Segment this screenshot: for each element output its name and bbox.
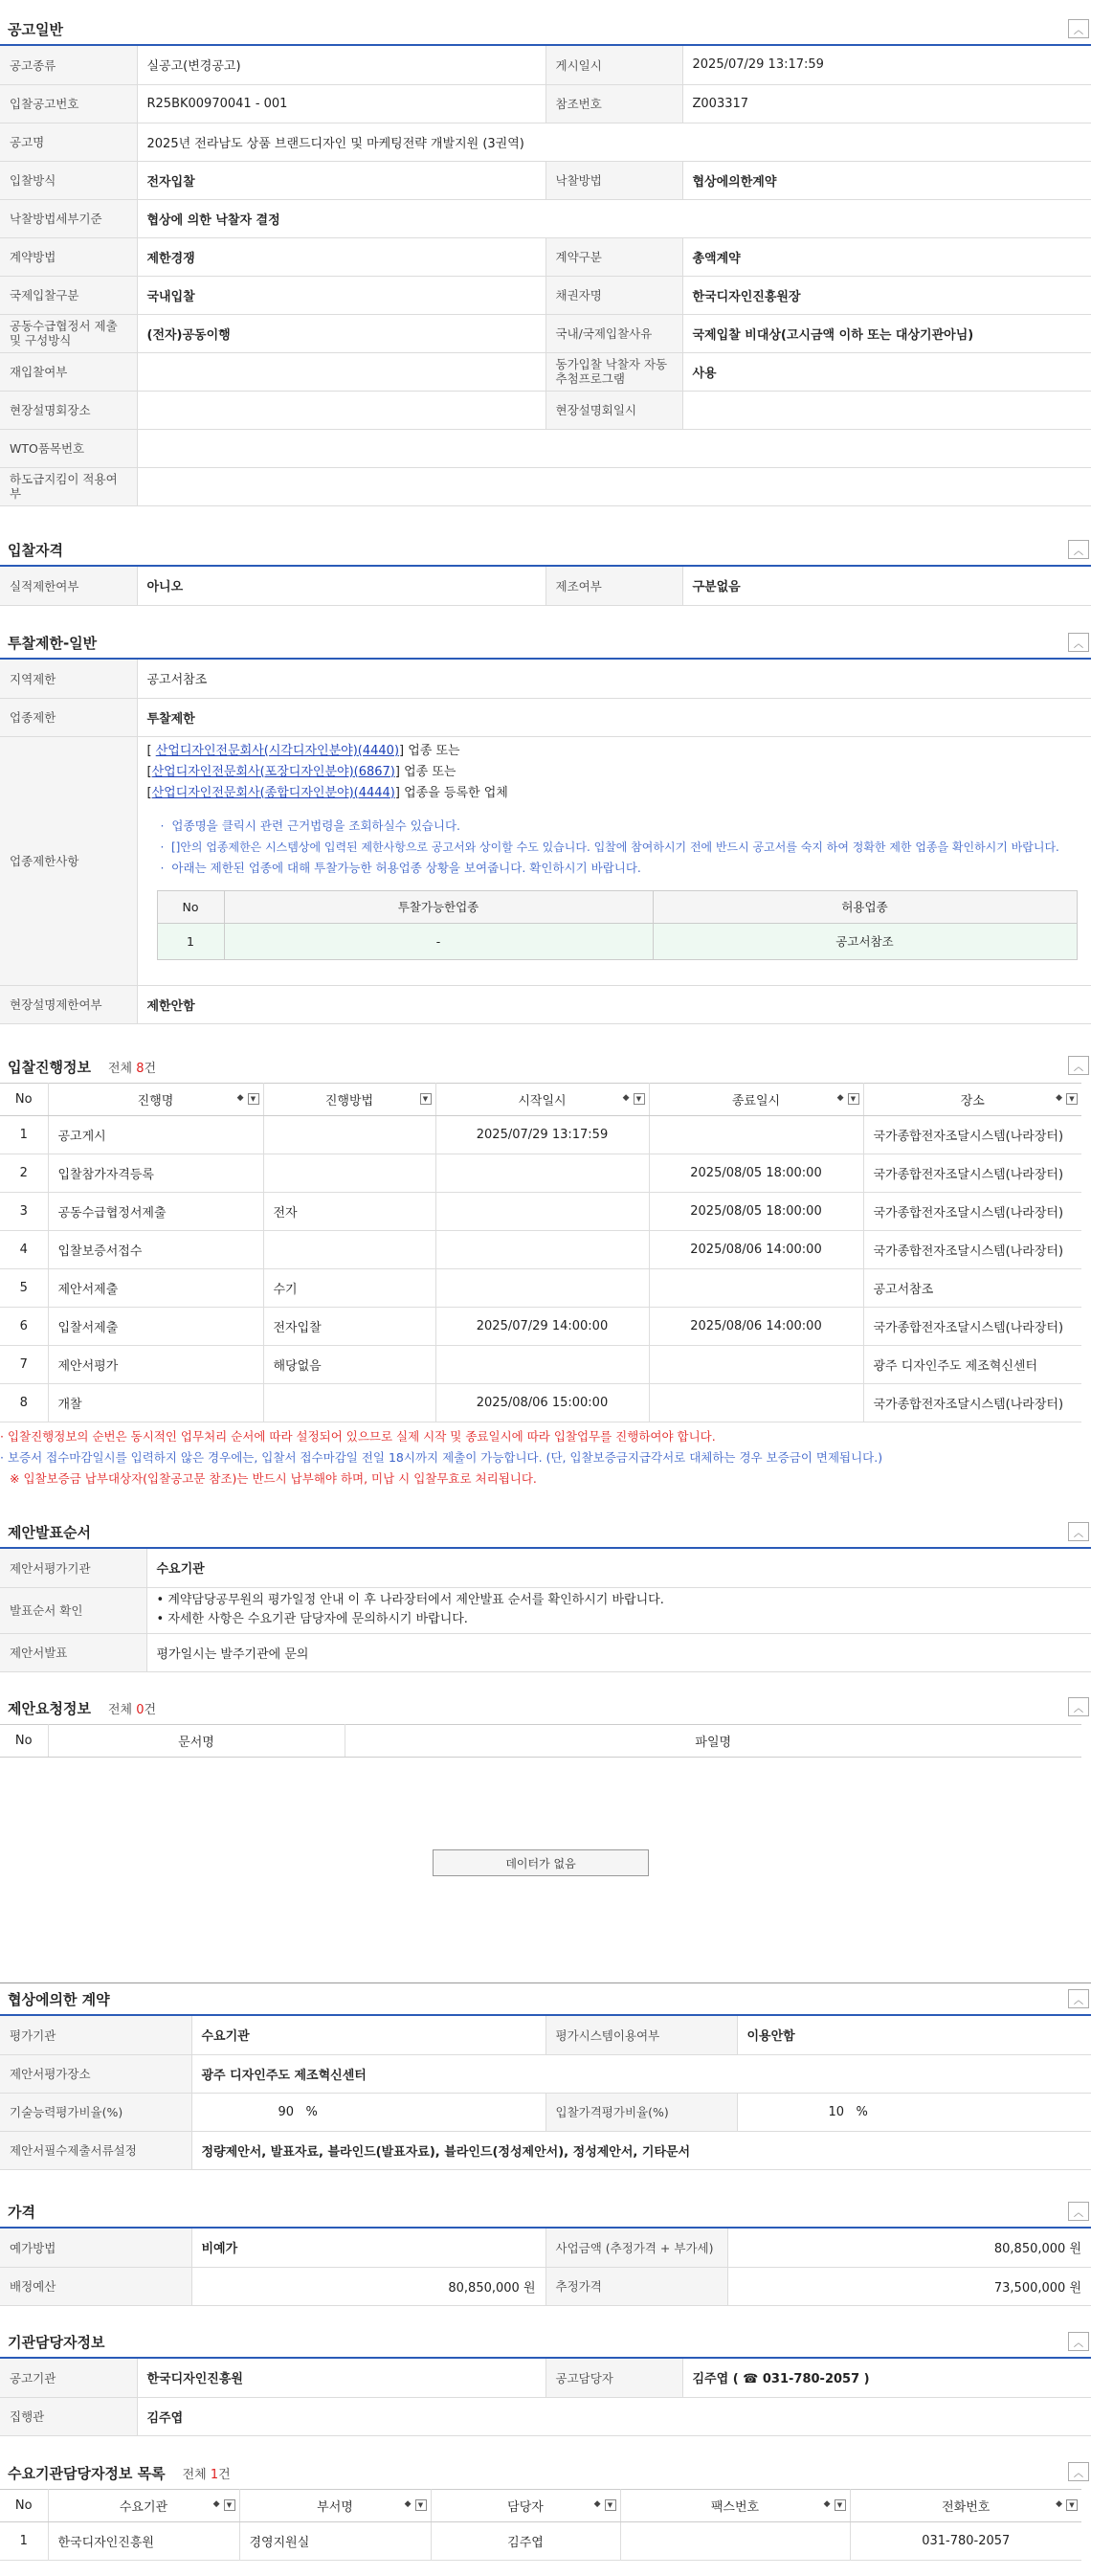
- cell: 2025/07/29 14:00:00: [435, 1308, 649, 1346]
- value-intl-bid: 국내입찰: [137, 276, 545, 314]
- header-label: 부서명: [317, 2500, 353, 2515]
- label-presentation: 제안서발표: [0, 1633, 146, 1671]
- col-available: 투찰가능한업종: [224, 890, 653, 923]
- label-eval-system: 평가시스템이용여부: [545, 2016, 737, 2054]
- col-fax[interactable]: [620, 2490, 850, 2522]
- cell: 2025/08/05 18:00:00: [649, 1193, 863, 1231]
- label-creditor: 채권자명: [545, 276, 682, 314]
- sort-icon[interactable]: ◆: [1056, 2499, 1062, 2509]
- industry-suffix: ] 업종을 등록한 업체: [394, 785, 508, 800]
- cell: 8: [0, 1384, 48, 1422]
- cell: 전자입찰: [263, 1308, 435, 1346]
- section-restriction: [0, 627, 1091, 1024]
- section-title: 입찰진행정보: [8, 1058, 91, 1076]
- chevron-up-icon[interactable]: ︿: [1068, 1697, 1089, 1716]
- col-allowed: 허용업종: [653, 890, 1077, 923]
- cell: 제안서제출: [48, 1269, 263, 1308]
- cell: [435, 1231, 649, 1269]
- pct: %: [305, 2104, 318, 2119]
- note-text: []안의 업종제한은 시스템상에 입력된 제한사항으로 공고서와 상이할 수도 있습니다. 입찰에 참여하시기 전에 반드시 공고서를 숙지 하여 정확한 제한 업종을 확인하시기 바랍니다.: [170, 840, 1059, 854]
- industry-link-package[interactable]: 산업디자인전문회사(포장디자인분야)(6867): [151, 764, 395, 779]
- num: 10: [828, 2104, 845, 2119]
- value-eval-system: 이용안함: [737, 2016, 1091, 2054]
- chevron-up-icon[interactable]: ︿: [1068, 19, 1089, 38]
- value-presentation: 평가일시는 발주기관에 문의: [146, 1633, 1091, 1671]
- count: 0: [136, 1702, 145, 1717]
- value-notice-name: 2025년 전라남도 상품 브랜드디자인 및 마케팅전략 개발지원 (3권역): [137, 123, 1091, 161]
- progress-notes: [0, 1422, 1091, 1490]
- filter-icon[interactable]: ▼: [248, 1093, 259, 1105]
- unit: 건: [144, 1702, 157, 1717]
- cell: 7: [0, 1346, 48, 1384]
- cell-fax: [620, 2522, 850, 2561]
- cell: [435, 1346, 649, 1384]
- cell: 1: [157, 923, 224, 959]
- note-text: 아래는 제한된 업종에 대해 투찰가능한 허용업종 상황을 보여줍니다. 확인하시기 바랍니다.: [171, 860, 641, 875]
- section-title: 가격: [8, 2203, 35, 2221]
- nego-table: [0, 2016, 1091, 2170]
- label-post-date: 게시일시: [545, 46, 682, 84]
- industry-notes: [147, 816, 1082, 879]
- section-title: 수요기관담당자정보 목록: [8, 2464, 166, 2482]
- cell: 개찰: [48, 1384, 263, 1422]
- header-label: 종료일시: [731, 1094, 781, 1109]
- chevron-up-icon[interactable]: ︿: [1068, 633, 1089, 652]
- value-tech-ratio: [191, 2093, 545, 2131]
- chevron-up-icon[interactable]: ︿: [1068, 2462, 1089, 2481]
- value-price-method: 비예가: [191, 2229, 545, 2267]
- cell: 2025/07/29 13:17:59: [435, 1116, 649, 1154]
- cell: 2025/08/05 18:00:00: [649, 1154, 863, 1193]
- label-bid-method: 입찰방식: [0, 161, 137, 199]
- note-blue: · 보증서 접수마감일시를 입력하지 않은 경우에는, 입찰서 접수마감일 전일 18시까지 제출이 가능합니다. (단, 입찰보증금지급각서로 대체하는 경우 보증금이 면제됩니다.): [0, 1450, 883, 1465]
- cell: 공고서참조: [653, 923, 1077, 959]
- value-award-detail: 협상에 의한 낙찰자 결정: [137, 199, 1091, 237]
- note-item: · 아래는 제한된 업종에 대해 투찰가능한 허용업종 상황을 보여줍니다. 확인하시기 바랍니다.: [160, 860, 641, 875]
- section-header: [0, 1983, 1091, 2016]
- label-industry: 업종제한: [0, 698, 137, 736]
- label-performance: 실적제한여부: [0, 567, 137, 605]
- value-performance: 아니오: [137, 567, 545, 605]
- section-header: [0, 1516, 1091, 1549]
- bracket: [: [146, 764, 152, 779]
- label-manager: 공고담당자: [545, 2359, 682, 2397]
- cell: [649, 1269, 863, 1308]
- table-row: [157, 923, 1077, 959]
- value-eval-org: 수요기관: [146, 1549, 1091, 1587]
- section-header: [0, 534, 1091, 567]
- label-site-limit: 현장설명제한여부: [0, 985, 137, 1023]
- label-notice-org: 공고기관: [0, 2359, 137, 2397]
- label-executor: 집행관: [0, 2397, 137, 2435]
- header-label: 장소: [960, 1094, 985, 1109]
- progress-table: [0, 1083, 1081, 1422]
- section-header: [0, 627, 1091, 660]
- label-manufacture: 제조여부: [545, 567, 682, 605]
- value-wto: [137, 429, 1091, 467]
- price-table: [0, 2229, 1091, 2306]
- cell: 5: [0, 1269, 48, 1308]
- qualification-table: [0, 567, 1091, 606]
- label-intl-reason: 국내/국제입찰사유: [545, 314, 682, 352]
- cell: 2: [0, 1154, 48, 1193]
- label-notice-type: 공고종류: [0, 46, 137, 84]
- total-count: [183, 2464, 231, 2482]
- col-filename: 파일명: [345, 1725, 1081, 1758]
- label-joint-supply: 공동수급협정서 제출 및 구성방식: [0, 314, 137, 352]
- value-order-check: • 계약담당공무원의 평가일정 안내 이 후 나라장터에서 제안발표 순서를 확인하시기 바랍니다. • 자세한 사항은 수요기관 담당자에 문의하시기 바랍니다.: [146, 1587, 1091, 1633]
- header-label: 팩스번호: [710, 2500, 760, 2515]
- header-label: 시작일시: [518, 1094, 567, 1109]
- cell: 국가종합전자조달시스템(나라장터): [863, 1154, 1081, 1193]
- header-label: 담당자: [507, 2500, 544, 2515]
- value-industry: 투찰제한: [137, 698, 1091, 736]
- filter-icon[interactable]: ▼: [415, 2499, 427, 2511]
- label-award-method: 낙찰방법: [545, 161, 682, 199]
- label-tech-ratio: 기술능력평가비율(%): [0, 2093, 191, 2131]
- sort-icon[interactable]: ◆: [404, 2499, 412, 2509]
- filter-icon[interactable]: ▼: [420, 1093, 432, 1105]
- filter-icon[interactable]: ▼: [605, 2499, 616, 2511]
- section-title: 제안요청정보: [8, 1699, 91, 1717]
- filter-icon[interactable]: ▼: [848, 1093, 859, 1105]
- general-table: [0, 46, 1091, 506]
- value-eval-org: 수요기관: [191, 2016, 545, 2054]
- note-red: · 입찰진행정보의 순번은 동시적인 업무처리 순서에 따라 설정되어 있으므로 실제 시작 및 종료일시에 따라 입찰업무를 진행하여야 합니다.: [0, 1429, 716, 1444]
- label-subcontract: 하도급지킴이 적용여부: [0, 467, 137, 505]
- label-site-date: 현장설명회일시: [545, 391, 682, 429]
- cell: 공고서참조: [863, 1269, 1081, 1308]
- section-proposal-req: [0, 1691, 1091, 1983]
- cell-phone: 031-780-2057: [850, 2522, 1081, 2561]
- cell: 전자: [263, 1193, 435, 1231]
- cell-no: 1: [0, 2522, 48, 2561]
- col-place[interactable]: [863, 1084, 1081, 1116]
- label-industry-detail: 업종제한사항: [0, 736, 137, 985]
- value-site-place: [137, 391, 545, 429]
- value-manager: 김주엽 ( ☎ 031-780-2057 ): [682, 2359, 1091, 2397]
- label-award-detail: 낙찰방법세부기준: [0, 199, 137, 237]
- note-red: ※ 입찰보증금 납부대상자(입찰공고문 참조)는 반드시 납부해야 하며, 미납 시 입찰무효로 처리됩니다.: [10, 1471, 537, 1486]
- value-region: 공고서참조: [137, 660, 1091, 698]
- sort-icon[interactable]: ◆: [1056, 1093, 1062, 1103]
- chevron-up-icon[interactable]: ︿: [1068, 1989, 1089, 2008]
- value-contract-method: 제한경쟁: [137, 237, 545, 276]
- label-eval-org: 제안서평가기관: [0, 1549, 146, 1587]
- header-label: 수요기관: [119, 2500, 168, 2515]
- label-site-place: 현장설명회장소: [0, 391, 137, 429]
- value-manufacture: 구분없음: [682, 567, 1091, 605]
- sort-icon[interactable]: ◆: [622, 1093, 630, 1103]
- cell-org: 한국디자인진흥원: [48, 2522, 239, 2561]
- cell: 광주 디자인주도 제조혁신센터: [863, 1346, 1081, 1384]
- section-header: [0, 1691, 1091, 1724]
- demand-contact-table: [0, 2489, 1081, 2561]
- empty-area: [0, 1758, 1091, 1983]
- value-notice-org: 한국디자인진흥원: [137, 2359, 545, 2397]
- value-post-date: 2025/07/29 13:17:59: [682, 46, 1091, 84]
- section-title: 투찰제한-일반: [8, 634, 98, 652]
- value-bid-no: R25BK00970041 - 001: [137, 84, 545, 123]
- label-price-ratio: 입찰가격평가비율(%): [545, 2093, 737, 2131]
- total-count: [108, 1058, 156, 1076]
- value-intl-reason: 국제입찰 비대상(고시금액 이하 또는 대상기관아님): [682, 314, 1091, 352]
- cell: [263, 1116, 435, 1154]
- col-method[interactable]: [263, 1084, 435, 1116]
- value-subcontract: [137, 467, 1091, 505]
- cell: [435, 1269, 649, 1308]
- total-count: [108, 1699, 156, 1717]
- cell: [263, 1154, 435, 1193]
- industry-link-general[interactable]: 산업디자인전문회사(종합디자인분야)(4444): [151, 785, 395, 800]
- value-price-ratio: [737, 2093, 1091, 2131]
- industry-line: [147, 783, 1082, 804]
- table-row: [0, 1154, 1081, 1193]
- cell: 1: [0, 1116, 48, 1154]
- table-row: [0, 1269, 1081, 1308]
- header-label: 진행명: [137, 1094, 174, 1109]
- sort-icon[interactable]: ◆: [836, 1093, 844, 1103]
- label-budget: 배정예산: [0, 2267, 191, 2305]
- industry-link-visual[interactable]: 산업디자인전문회사(시각디자인분야)(4440): [155, 743, 400, 758]
- value-award-method: 협상에의한계약: [682, 161, 1091, 199]
- label-contract-method: 계약방법: [0, 237, 137, 276]
- sort-icon[interactable]: ◆: [593, 2499, 601, 2509]
- value-project-amount: 80,850,000 원: [727, 2229, 1091, 2267]
- cell: 3: [0, 1193, 48, 1231]
- industry-suffix: ] 업종 또는: [399, 743, 460, 758]
- allowed-industry-table: [157, 890, 1078, 960]
- col-no: No: [0, 2490, 48, 2522]
- filter-icon[interactable]: ▼: [1066, 1093, 1078, 1105]
- cell: 6: [0, 1308, 48, 1346]
- label-ref-no: 참조번호: [545, 84, 682, 123]
- total-label: 전체: [182, 2467, 207, 2482]
- unit: 건: [144, 1061, 157, 1076]
- section-contact: [0, 2326, 1091, 2436]
- cell: 4: [0, 1231, 48, 1269]
- value-bid-method: 전자입찰: [137, 161, 545, 199]
- col-end[interactable]: [649, 1084, 863, 1116]
- cell: 입찰보증서접수: [48, 1231, 263, 1269]
- industry-detail: [137, 736, 1091, 985]
- header-label: 전화번호: [942, 2500, 991, 2515]
- note-item: · 업종명을 클릭시 관련 근거법령을 조회하실수 있습니다.: [160, 818, 460, 833]
- table-row: [0, 1384, 1081, 1422]
- label-notice-name: 공고명: [0, 123, 137, 161]
- cell: 국가종합전자조달시스템(나라장터): [863, 1193, 1081, 1231]
- cell: 제안서평가: [48, 1346, 263, 1384]
- cell: [649, 1346, 863, 1384]
- label-auto-lottery: 동가입찰 낙찰자 자동추첨프로그램: [545, 352, 682, 391]
- cell: 2025/08/06 15:00:00: [435, 1384, 649, 1422]
- section-general: [0, 13, 1091, 506]
- industry-suffix: ] 업종 또는: [394, 764, 456, 779]
- restriction-table: [0, 660, 1091, 1024]
- table-row: [0, 2522, 1081, 2561]
- chevron-up-icon[interactable]: ︿: [1068, 1056, 1089, 1075]
- cell: 공고게시: [48, 1116, 263, 1154]
- section-header: [0, 2456, 1091, 2489]
- note-item: · []안의 업종제한은 시스템상에 입력된 제한사항으로 공고서와 상이할 수도 있습니다. 입찰에 참여하시기 전에 반드시 공고서를 숙지 하여 정확한 제한 업종을 확인하시기 바랍니다.: [160, 840, 1059, 854]
- section-progress: [0, 1050, 1091, 1490]
- num: 90: [278, 2104, 295, 2119]
- chevron-up-icon[interactable]: ︿: [1068, 2332, 1089, 2351]
- label-project-amount: 사업금액 (추정가격 + 부가세): [545, 2229, 727, 2267]
- total-label: 전체: [107, 1702, 133, 1717]
- section-nego: [0, 1983, 1091, 2170]
- cell: 2025/08/06 14:00:00: [649, 1308, 863, 1346]
- total-label: 전체: [107, 1061, 133, 1076]
- col-org[interactable]: [48, 2490, 239, 2522]
- value-contract-type: 총액계약: [682, 237, 1091, 276]
- section-title: 기관담당자정보: [8, 2333, 105, 2351]
- label-eval-place: 제안서평가장소: [0, 2054, 191, 2093]
- pct: %: [856, 2104, 868, 2119]
- cell: 공동수급협정서제출: [48, 1193, 263, 1231]
- cell: 국가종합전자조달시스템(나라장터): [863, 1231, 1081, 1269]
- value-eval-place: 광주 디자인주도 제조혁신센터: [191, 2054, 1091, 2093]
- table-row: [0, 1308, 1081, 1346]
- col-start[interactable]: [435, 1084, 649, 1116]
- section-header: [0, 13, 1091, 46]
- empty-message: 데이터가 없음: [433, 1849, 649, 1876]
- value-notice-type: 실공고(변경공고): [137, 46, 545, 84]
- chevron-up-icon[interactable]: ︿: [1068, 1522, 1089, 1541]
- section-price: [0, 2196, 1091, 2306]
- section-header: [0, 2196, 1091, 2229]
- cell-person: 김주엽: [431, 2522, 620, 2561]
- cell: 입찰서제출: [48, 1308, 263, 1346]
- sort-icon[interactable]: ◆: [236, 1093, 244, 1103]
- sort-icon[interactable]: ◆: [212, 2499, 220, 2509]
- label-order-check: 발표순서 확인: [0, 1587, 146, 1633]
- cell: 국가종합전자조달시스템(나라장터): [863, 1308, 1081, 1346]
- cell: 국가종합전자조달시스템(나라장터): [863, 1384, 1081, 1422]
- cell: [649, 1116, 863, 1154]
- value-site-limit: 제한안함: [137, 985, 1091, 1023]
- filter-icon[interactable]: ▼: [634, 1093, 645, 1105]
- contact-table: [0, 2359, 1091, 2436]
- value-ref-no: Z003317: [682, 84, 1091, 123]
- chevron-up-icon[interactable]: ︿: [1068, 540, 1089, 559]
- value-creditor: 한국디자인진흥원장: [682, 276, 1091, 314]
- count: 1: [210, 2467, 219, 2482]
- cell: [263, 1384, 435, 1422]
- section-pres-order: [0, 1516, 1091, 1672]
- label-estimate: 추정가격: [545, 2267, 727, 2305]
- line: 자세한 사항은 수요기관 담당자에 문의하시기 바랍니다.: [167, 1612, 468, 1626]
- unit: 건: [218, 2467, 231, 2482]
- table-row: [0, 1231, 1081, 1269]
- industry-line: [147, 741, 1082, 762]
- bracket: [: [146, 743, 152, 758]
- bracket: [: [146, 785, 152, 800]
- section-title: 제안발표순서: [8, 1523, 91, 1541]
- col-step[interactable]: [48, 1084, 263, 1116]
- col-person[interactable]: [431, 2490, 620, 2522]
- filter-icon[interactable]: ▼: [835, 2499, 846, 2511]
- note-text: 업종명을 클릭시 관련 근거법령을 조회하실수 있습니다.: [171, 818, 460, 833]
- filter-icon[interactable]: ▼: [1066, 2499, 1078, 2511]
- chevron-up-icon[interactable]: ︿: [1068, 2202, 1089, 2221]
- filter-icon[interactable]: ▼: [224, 2499, 235, 2511]
- cell: [263, 1231, 435, 1269]
- value-required-docs: 정량제안서, 발표자료, 블라인드(발표자료), 블라인드(정성제안서), 정성제안서, 기타문서: [191, 2131, 1091, 2169]
- col-dept[interactable]: [239, 2490, 431, 2522]
- proposal-table: [0, 1724, 1081, 1758]
- cell: 국가종합전자조달시스템(나라장터): [863, 1116, 1081, 1154]
- label-price-method: 예가방법: [0, 2229, 191, 2267]
- label-eval-org: 평가기관: [0, 2016, 191, 2054]
- section-title: 입찰자격: [8, 541, 63, 559]
- cell: [435, 1154, 649, 1193]
- cell: [649, 1384, 863, 1422]
- cell: 2025/08/06 14:00:00: [649, 1231, 863, 1269]
- header-label: 진행방법: [324, 1094, 374, 1109]
- label-required-docs: 제안서필수제출서류설정: [0, 2131, 191, 2169]
- cell: 수기: [263, 1269, 435, 1308]
- cell: 입찰참가자격등록: [48, 1154, 263, 1193]
- table-row: [0, 1116, 1081, 1154]
- value-rebid: [137, 352, 545, 391]
- sort-icon[interactable]: ◆: [823, 2499, 831, 2509]
- section-demand-contact: [0, 2456, 1091, 2561]
- value-executor: 김주엽: [137, 2397, 1091, 2435]
- table-row: [0, 1193, 1081, 1231]
- label-bid-no: 입찰공고번호: [0, 84, 137, 123]
- section-header: [0, 1050, 1091, 1083]
- col-no: No: [0, 1084, 48, 1116]
- value-joint-supply: (전자)공동이행: [137, 314, 545, 352]
- value-site-date: [682, 391, 1091, 429]
- section-title: 협상에의한 계약: [8, 1990, 110, 2008]
- value-auto-lottery: 사용: [682, 352, 1091, 391]
- cell-dept: 경영지원실: [239, 2522, 431, 2561]
- line: 계약담당공무원의 평가일정 안내 이 후 나라장터에서 제안발표 순서를 확인하시기 바랍니다.: [167, 1593, 664, 1607]
- section-header: [0, 2326, 1091, 2359]
- label-contract-type: 계약구분: [545, 237, 682, 276]
- section-title: 공고일반: [8, 20, 63, 38]
- label-intl-bid: 국제입찰구분: [0, 276, 137, 314]
- label-region: 지역제한: [0, 660, 137, 698]
- industry-line: [147, 762, 1082, 783]
- value-estimate: 73,500,000 원: [727, 2267, 1091, 2305]
- cell: -: [224, 923, 653, 959]
- value-budget: 80,850,000 원: [191, 2267, 545, 2305]
- col-no: No: [0, 1725, 48, 1758]
- col-docname: 문서명: [48, 1725, 345, 1758]
- cell: [435, 1193, 649, 1231]
- label-rebid: 재입찰여부: [0, 352, 137, 391]
- col-phone[interactable]: [850, 2490, 1081, 2522]
- table-row: [0, 1346, 1081, 1384]
- label-wto: WTO품목번호: [0, 429, 137, 467]
- pres-order-table: [0, 1549, 1091, 1672]
- col-no: No: [157, 890, 224, 923]
- cell: 해당없음: [263, 1346, 435, 1384]
- section-qualification: [0, 534, 1091, 606]
- count: 8: [136, 1061, 145, 1076]
